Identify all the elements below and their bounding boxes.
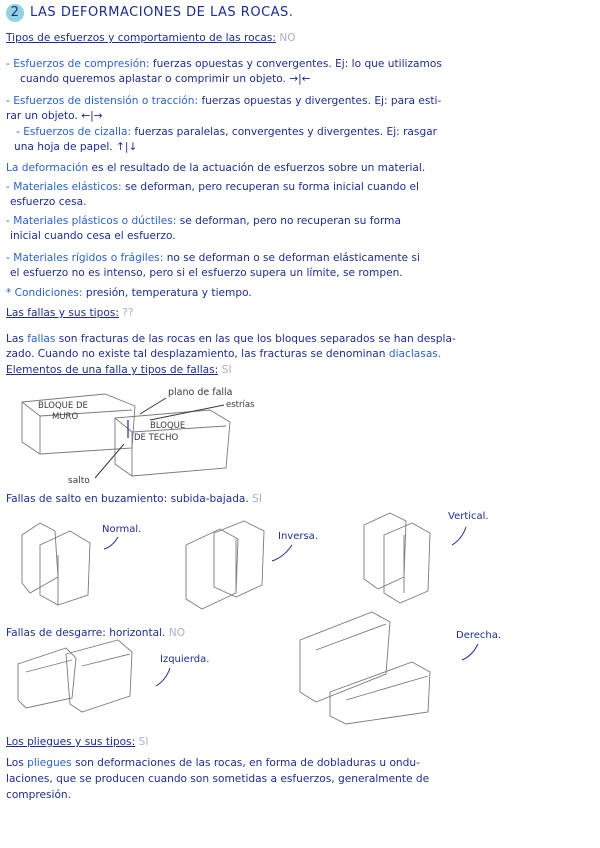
falla-normal-sketch [22, 523, 90, 605]
label-estrias: estrías [226, 400, 255, 410]
arrow-izquierda [156, 668, 170, 686]
elasticos-line-1: - Materiales elásticos: se deforman, pero recuperan su forma inicial cuando el [6, 181, 419, 193]
buzamiento-header: Fallas de salto en buzamiento: subida-bajada. SI [6, 493, 263, 505]
plasticos-line-1: - Materiales plásticos o dúctiles: se deforman, pero no recuperan su forma [6, 215, 401, 227]
falla-inversa-sketch [186, 521, 264, 609]
label-izquierda: Izquierda. [160, 654, 210, 665]
falla-derecha-sketch [300, 612, 430, 724]
label-vertical: Vertical. [448, 511, 489, 522]
arrow-inversa [272, 545, 292, 561]
label-normal: Normal. [102, 524, 142, 535]
fallas-def-line-1: Las fallas son fracturas de las rocas en las que los bloques separados se han despla- [6, 333, 456, 345]
falla-vertical-sketch [364, 513, 430, 603]
falla-izquierda-sketch [18, 640, 132, 712]
distension-line-1: - Esfuerzos de distensión o tracción: fuerzas opuestas y divergentes. Ej: para esti- [6, 95, 442, 107]
arrow-normal [104, 537, 118, 549]
arrow-plano-falla [140, 398, 166, 414]
pliegues-def-line-1: Los pliegues son deformaciones de las rocas, en forma de dobladuras u ondu- [6, 757, 420, 769]
section-number: 2 [6, 4, 24, 22]
cizalla-line-2: una hoja de papel. ↑|↓ [14, 141, 138, 153]
arrow-derecha [462, 644, 478, 660]
fallas-def-line-2: zado. Cuando no existe tal desplazamiento, las fracturas se denominan diaclasas. [6, 348, 442, 360]
desgarre-diagrams [0, 600, 600, 730]
cizalla-line-1: - Esfuerzos de cizalla: fuerzas paralelas, convergentes y divergentes. Ej: rasgar [16, 126, 438, 138]
label-inversa: Inversa. [278, 531, 318, 542]
deformacion-line: La deformación es el resultado de la actuación de esfuerzos sobre un material. [6, 162, 426, 174]
elementos-header: Elementos de una falla y tipos de fallas: SI [6, 364, 232, 376]
rigidos-line-2: el esfuerzo no es intenso, pero si el esfuerzo supera un límite, se rompen. [10, 267, 403, 279]
plasticos-line-2: inicial cuando cesa el esfuerzo. [10, 230, 176, 242]
elasticos-line-2: esfuerzo cesa. [10, 196, 87, 208]
page-title [6, 4, 293, 22]
pliegues-header: Los pliegues y sus tipos: SI [6, 736, 149, 748]
label-bloque-techo-2: DE TECHO [134, 433, 179, 443]
distension-line-2: rar un objeto. ←|→ [6, 110, 103, 122]
desgarre-header: Fallas de desgarre: horizontal. NO [6, 627, 186, 639]
bloque-techo-sketch [115, 410, 230, 476]
compresion-line-1: - Esfuerzos de compresión: fuerzas opuestas y convergentes. Ej: lo que utilizamos [6, 58, 442, 70]
rigidos-line-1: - Materiales rígidos o frágiles: no se deforman o se deforman elásticamente si [6, 252, 420, 264]
arrow-vertical [452, 527, 466, 545]
pliegues-def-line-3: compresión. [6, 789, 72, 801]
label-bloque-muro-2: MURO [52, 412, 79, 422]
label-bloque-techo-1: BLOQUE [150, 421, 186, 431]
compresion-line-2: cuando queremos aplastar o comprimir un objeto. →|← [20, 73, 311, 85]
fallas-header: Las fallas y sus tipos: ?? [6, 307, 134, 319]
esfuerzos-header: Tipos de esfuerzos y comportamiento de las rocas: NO [6, 32, 296, 44]
title-text: LAS DEFORMACIONES DE LAS ROCAS. [30, 5, 294, 20]
falla-elementos-diagram [0, 380, 600, 490]
condiciones-line: * Condiciones: presión, temperatura y tiempo. [6, 287, 252, 299]
label-bloque-muro-1: BLOQUE DE [38, 401, 88, 411]
buzamiento-diagrams [0, 505, 600, 615]
label-plano-falla: plano de falla [168, 387, 233, 398]
label-salto: salto [68, 476, 90, 486]
pliegues-def-line-2: laciones, que se producen cuando son sometidas a esfuerzos, generalmente de [6, 773, 430, 785]
label-derecha: Derecha. [456, 630, 502, 641]
arrow-estrias [150, 405, 224, 420]
